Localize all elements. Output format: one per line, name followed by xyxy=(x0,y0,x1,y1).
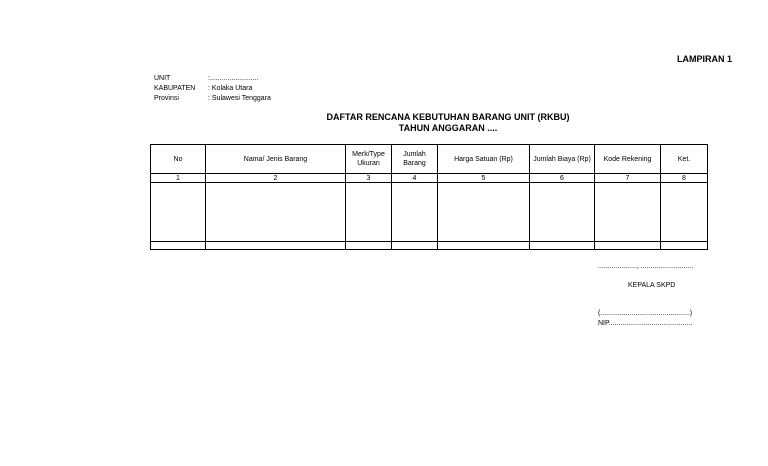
table-cell xyxy=(661,183,708,192)
table-cell xyxy=(346,242,392,250)
meta-block xyxy=(154,74,271,104)
document-title xyxy=(150,112,746,134)
table-cell xyxy=(206,183,346,192)
table-cell xyxy=(392,191,438,242)
lampiran-label: LAMPIRAN 1 xyxy=(676,54,732,64)
table-cell xyxy=(346,191,392,242)
signature-date-line: ...................., ........................... xyxy=(598,263,694,270)
meta-row-unit xyxy=(154,74,271,84)
table-cell xyxy=(151,242,206,250)
rkbu-table xyxy=(150,144,708,250)
table-cell xyxy=(151,191,206,242)
table-cell xyxy=(346,183,392,192)
table-row xyxy=(151,242,708,250)
table-cell xyxy=(438,191,530,242)
meta-row-kabupaten xyxy=(154,84,271,94)
table-cell xyxy=(206,242,346,250)
col-number: 5 xyxy=(438,174,530,183)
col-number: 8 xyxy=(661,174,708,183)
col-number: 1 xyxy=(151,174,206,183)
table-cell xyxy=(595,183,661,192)
signature-position: KEPALA SKPD xyxy=(628,282,676,289)
table-cell xyxy=(530,242,595,250)
table-cell xyxy=(530,191,595,242)
meta-key: KABUPATEN xyxy=(154,85,196,92)
title-line-1: DAFTAR RENCANA KEBUTUHAN BARANG UNIT (RKBU) xyxy=(326,112,570,122)
col-number: 7 xyxy=(595,174,661,183)
table-cell xyxy=(661,242,708,250)
col-header-kode-rekening: Kode Rekening xyxy=(595,145,661,174)
meta-key: Provinsi xyxy=(154,95,179,102)
meta-value: : Sulawesi Tenggara xyxy=(208,95,271,102)
col-header-jumlah-barang: Jumlah Barang xyxy=(392,145,438,174)
table-cell xyxy=(206,191,346,242)
col-header-harga-satuan: Harga Satuan (Rp) xyxy=(438,145,530,174)
table-row xyxy=(151,191,708,242)
table-cell xyxy=(151,183,206,192)
table-cell xyxy=(438,183,530,192)
meta-value: :......................... xyxy=(208,75,259,82)
table-spacer-row xyxy=(151,183,708,192)
col-number: 6 xyxy=(530,174,595,183)
col-number: 4 xyxy=(392,174,438,183)
table-cell xyxy=(438,242,530,250)
col-header-no: No xyxy=(151,145,206,174)
table-cell xyxy=(595,191,661,242)
meta-key: UNIT xyxy=(154,75,171,82)
signature-nip-line: NIP........................................... xyxy=(598,320,693,327)
col-number: 3 xyxy=(346,174,392,183)
table-cell xyxy=(661,191,708,242)
col-header-merk: Merk/Type Ukuran xyxy=(346,145,392,174)
col-header-ket: Ket. xyxy=(661,145,708,174)
table-cell xyxy=(530,183,595,192)
meta-row-provinsi xyxy=(154,94,271,104)
col-header-nama: Nama/ Jenis Barang xyxy=(206,145,346,174)
table-number-row xyxy=(151,174,708,183)
table-cell xyxy=(392,242,438,250)
col-number: 2 xyxy=(206,174,346,183)
signature-name-line: (..............................................) xyxy=(598,310,693,317)
title-line-2: TAHUN ANGGARAN .... xyxy=(398,123,498,133)
table-header-row xyxy=(151,145,708,174)
table-cell xyxy=(595,242,661,250)
table-cell xyxy=(392,183,438,192)
meta-value: : Kolaka Utara xyxy=(208,85,253,92)
col-header-jumlah-biaya: Jumlah Biaya (Rp) xyxy=(530,145,595,174)
